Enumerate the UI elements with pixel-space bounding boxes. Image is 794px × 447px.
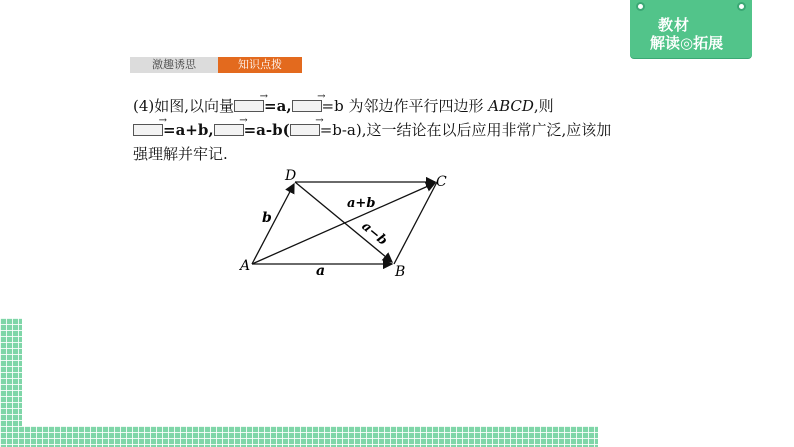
vector-bd-placeholder [290,124,320,136]
text-l2-a: =a+b, [163,121,214,139]
vector-a-minus-b-arrow [295,182,392,262]
text-line-2 [133,118,653,142]
text-l1-b: =a, [264,97,292,115]
text-l1-c: =b 为邻边作平行四边形 [321,97,489,115]
badge-hook-right [737,2,746,11]
text-l1-d: ABCD [488,97,534,115]
badge-line2: 解读◎拓展 [650,34,724,52]
vector-ab-placeholder [234,100,264,112]
label-C: C [436,174,447,190]
content-text [133,94,653,166]
label-a: a [316,263,326,279]
text-l2-c: =b-a),这一结论在以后应用非常广泛,应该加 [319,121,612,139]
parallelogram-figure [232,162,462,282]
vector-b-arrow [252,184,294,264]
vector-ad-placeholder [292,100,322,112]
label-a-plus-b: a+b [347,196,376,211]
label-A: A [240,258,251,274]
text-line-3: 强理解并牢记. [133,145,228,163]
text-l1-e: ,则 [533,97,554,115]
vector-a-plus-b-arrow [252,183,435,264]
text-l2-b: =a-b( [243,121,290,139]
text-line-1 [133,94,653,118]
badge-hook-left [636,2,645,11]
text-l1-a: (4)如图,以向量 [133,97,235,115]
label-B: B [395,264,406,280]
grid-decoration-horizontal [0,426,598,447]
vector-db-placeholder [214,124,244,136]
label-b: b [262,210,272,226]
badge-line1: 教材 [658,16,691,34]
vector-ac-placeholder [133,124,163,136]
label-a-minus-b: a−b [358,218,390,249]
tab-knowledge-points[interactable]: 知识点拨 [218,57,302,73]
section-badge [630,0,752,58]
label-D: D [285,168,297,184]
tab-motivation[interactable]: 激趣诱思 [130,57,218,73]
side-bc-line [394,182,437,264]
